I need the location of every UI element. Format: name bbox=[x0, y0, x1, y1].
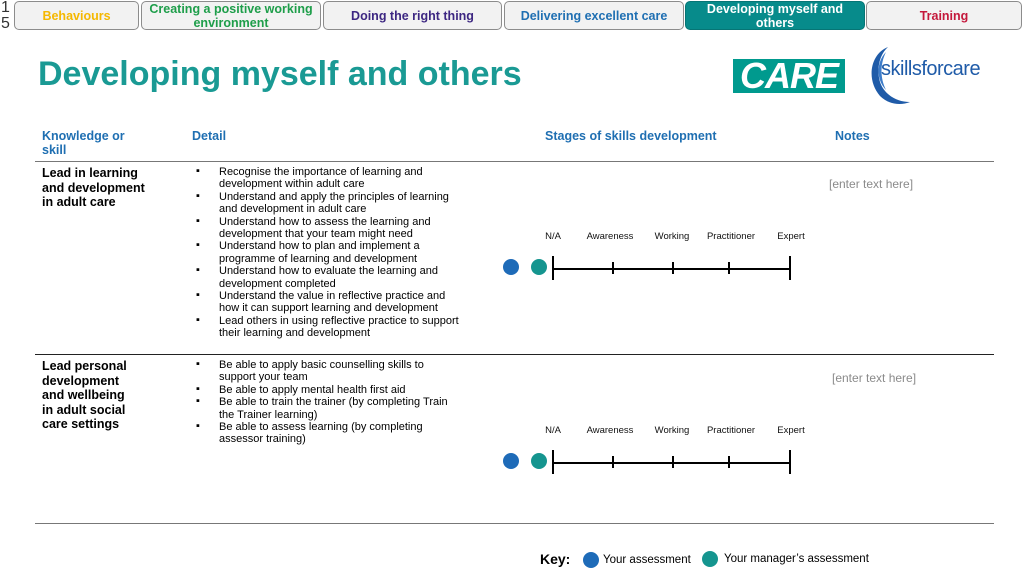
key-manager-assessment-icon bbox=[702, 551, 718, 567]
page-number: 15 bbox=[1, 0, 10, 32]
notes-field-1[interactable]: [enter text here] bbox=[829, 177, 914, 191]
bottom-divider bbox=[35, 523, 994, 524]
scale-tick-awareness bbox=[612, 456, 614, 468]
detail-item: ▪ Understand and apply the principles of learning and development in adult care bbox=[196, 191, 461, 216]
column-header-skill: Knowledge or skill bbox=[42, 129, 125, 157]
column-header-stages: Stages of skills development bbox=[545, 129, 717, 143]
page-title: Developing myself and others bbox=[38, 55, 522, 93]
scale-tick-working bbox=[672, 262, 674, 274]
detail-item: ▪ Be able to assess learning (by completing assessor training) bbox=[196, 421, 461, 446]
notes-field-2[interactable]: [enter text here] bbox=[832, 371, 917, 385]
manager-assessment-marker[interactable] bbox=[531, 259, 547, 275]
scale-tick-na bbox=[552, 256, 554, 280]
stage-label-working: Working bbox=[654, 425, 690, 436]
detail-item: ▪ Be able to apply mental health first aid bbox=[196, 384, 461, 396]
tab-developing-myself-and-others[interactable]: Developing myself and others bbox=[685, 1, 865, 30]
scale-tick-na bbox=[552, 450, 554, 474]
skills-for-care-logo: skillsforcare bbox=[881, 58, 981, 80]
scale-tick-working bbox=[672, 456, 674, 468]
skill-name-1: Lead in learning and development in adult care bbox=[42, 166, 145, 209]
detail-item: ▪ Understand how to plan and implement a programme of learning and development bbox=[196, 240, 461, 265]
scale-tick-practitioner bbox=[728, 456, 730, 468]
detail-list-2 bbox=[196, 359, 461, 446]
stage-label-working: Working bbox=[654, 231, 690, 242]
header-divider bbox=[35, 161, 994, 162]
detail-list-1 bbox=[196, 166, 461, 340]
detail-item: ▪ Understand how to assess the learning and development that your team might need bbox=[196, 216, 461, 241]
scale-tick-practitioner bbox=[728, 262, 730, 274]
key-manager-assessment-label: Your manager’s assessment bbox=[724, 553, 869, 565]
stage-label-practitioner: Practitioner bbox=[706, 425, 756, 436]
tab-training[interactable]: Training bbox=[866, 1, 1022, 30]
your-assessment-marker[interactable] bbox=[503, 453, 519, 469]
tab-delivering-excellent-care[interactable]: Delivering excellent care bbox=[504, 1, 684, 30]
stage-label-expert: Expert bbox=[777, 425, 805, 436]
scale-tick-expert bbox=[789, 256, 791, 280]
stage-label-awareness: Awareness bbox=[586, 231, 634, 242]
key-your-assessment-label: Your assessment bbox=[603, 554, 691, 566]
stage-label-awareness: Awareness bbox=[586, 425, 634, 436]
your-assessment-marker[interactable] bbox=[503, 259, 519, 275]
key-your-assessment-icon bbox=[583, 552, 599, 568]
tab-positive-working-environment[interactable]: Creating a positive working environment bbox=[141, 1, 321, 30]
detail-item: ▪ Be able to apply basic counselling skills to support your team bbox=[196, 359, 461, 384]
key-label: Key: bbox=[540, 551, 571, 567]
column-header-notes: Notes bbox=[835, 129, 870, 143]
detail-item: ▪ Recognise the importance of learning and development within adult care bbox=[196, 166, 461, 191]
scale-tick-expert bbox=[789, 450, 791, 474]
detail-item: ▪ Be able to train the trainer (by completing Train the Trainer learning) bbox=[196, 396, 461, 421]
section-tabs bbox=[0, 0, 1024, 31]
detail-item: ▪ Understand how to evaluate the learning and development completed bbox=[196, 265, 461, 290]
scale-tick-awareness bbox=[612, 262, 614, 274]
skill-name-2: Lead personal development and wellbeing in adult social care settings bbox=[42, 359, 127, 431]
stage-label-expert: Expert bbox=[777, 231, 805, 242]
manager-assessment-marker[interactable] bbox=[531, 453, 547, 469]
care-logo: CARE bbox=[733, 59, 845, 93]
row-divider bbox=[35, 354, 994, 355]
stage-label-practitioner: Practitioner bbox=[706, 231, 756, 242]
stage-label-na: N/A bbox=[545, 231, 561, 242]
detail-item: ▪ Lead others in using reflective practice to support their learning and development bbox=[196, 315, 461, 340]
stage-label-na: N/A bbox=[545, 425, 561, 436]
column-header-detail: Detail bbox=[192, 129, 227, 143]
tab-behaviours[interactable]: Behaviours bbox=[14, 1, 139, 30]
tab-doing-the-right-thing[interactable]: Doing the right thing bbox=[323, 1, 502, 30]
detail-item: ▪ Understand the value in reflective practice and how it can support learning and development bbox=[196, 290, 461, 315]
